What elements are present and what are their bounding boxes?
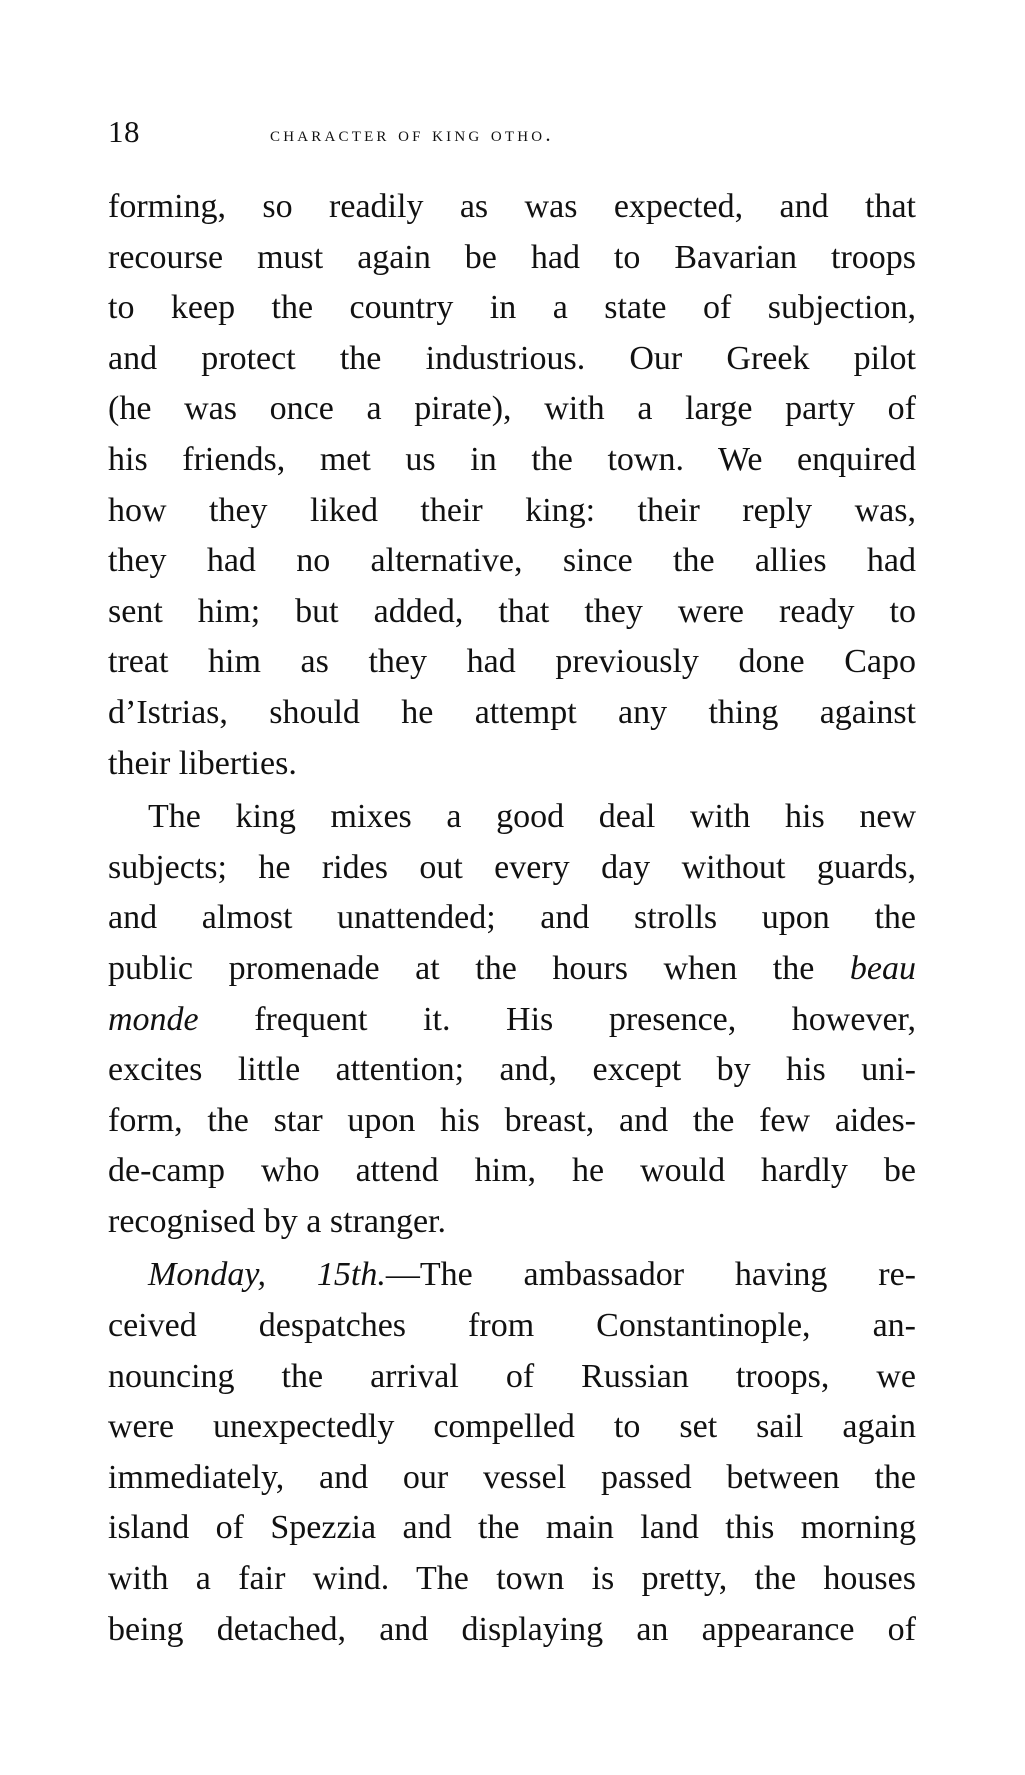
text-line: nouncing the arrival of Russian troops, we [108,1357,916,1395]
text-line: form, the star upon his breast, and the few aides- [108,1101,916,1139]
text-line: to keep the country in a state of subjection, [108,289,916,327]
italic-phrase: beau [849,949,917,987]
text-line: recognised by a stranger. [108,1202,446,1240]
text-line: The king mixes a good deal with his new [148,798,916,836]
text-fragment: frequent it. His presence, however, [254,1000,917,1038]
text-line: ceived despatches from Constantinople, an- [108,1307,916,1345]
text-line: they had no alternative, since the allies had [108,542,916,580]
text-line: de-camp who attend him, he would hardly be [108,1152,916,1190]
text-line: and almost unattended; and strolls upon the [108,899,916,937]
text-line: immediately, and our vessel passed between the [108,1458,916,1496]
body-text [108,182,916,1655]
text-line: and protect the industrious. Our Greek pilot [108,339,916,377]
text-line: how they liked their king: their reply was, [108,491,916,529]
text-line: with a fair wind. The town is pretty, the houses [108,1560,916,1598]
text-line: treat him as they had previously done Capo [108,643,916,681]
text-line: (he was once a pirate), with a large party of [108,390,916,428]
text-line-with-italic [108,1250,916,1301]
text-line: recourse must again be had to Bavarian troops [108,238,916,276]
text-line: were unexpectedly compelled to set sail again [108,1408,916,1446]
text-line: subjects; he rides out every day without guards, [108,848,916,886]
text-line: island of Spezzia and the main land this morning [108,1509,916,1547]
text-line-with-italic [108,944,916,995]
text-fragment: —The ambassador having re- [385,1256,916,1294]
italic-phrase: monde [108,1000,199,1038]
text-fragment: public promenade at the hours when the [108,949,815,987]
running-title: character of king otho. [270,122,554,146]
page-number: 18 [108,114,140,149]
italic-date: 15th. [316,1256,386,1294]
text-line: their liberties. [108,744,297,782]
italic-day: Monday, [148,1256,267,1294]
text-line: his friends, met us in the town. We enquired [108,440,916,478]
text-line: forming, so readily as was expected, and that [108,188,916,225]
running-head [108,112,918,152]
text-line: sent him; but added, that they were ready to [108,592,916,630]
text-line: d’Istrias, should he attempt any thing against [108,693,916,731]
text-line-with-italic [108,995,916,1046]
text-line: being detached, and displaying an appearance of [108,1610,916,1648]
text-line: excites little attention; and, except by his uni- [108,1051,916,1089]
